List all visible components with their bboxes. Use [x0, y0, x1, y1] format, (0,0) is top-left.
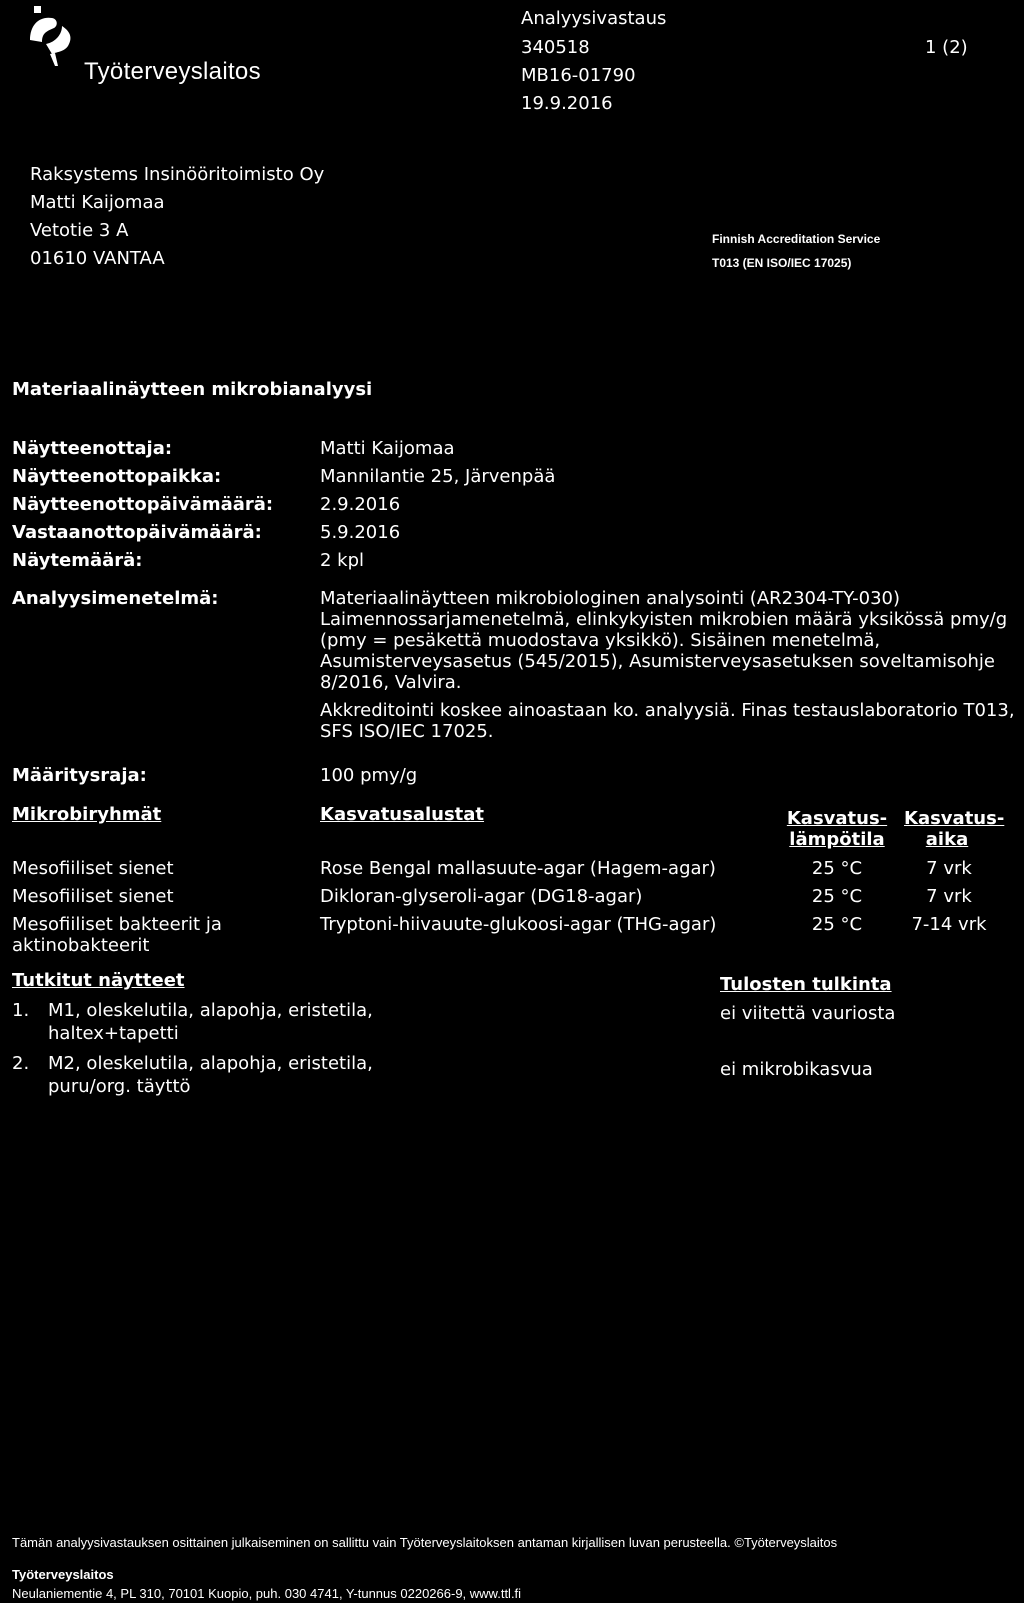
info-label: Näytteenottopäivämäärä:	[12, 494, 274, 515]
page-number: 1 (2)	[925, 37, 968, 58]
table-cell-time: 7-14 vrk	[911, 914, 987, 935]
sample-desc: M1, oleskelutila, alapohja, eristetila,	[48, 1000, 373, 1021]
logo-name: Työterveyslaitos	[84, 58, 261, 85]
method-description	[320, 588, 1020, 749]
sample-desc: M2, oleskelutila, alapohja, eristetila,	[48, 1053, 373, 1074]
recipient-company: Raksystems Insinööritoimisto Oy	[30, 164, 325, 185]
table-cell-temp: 25 °C	[811, 858, 863, 879]
recipient-street: Vetotie 3 A	[30, 220, 129, 241]
info-label: Näytemäärä:	[12, 550, 143, 571]
accreditation-note: Akkreditointi koskee ainoastaan ko. analyysiä. Finas testauslaboratorio T013, SFS ISO/IEC 17025.	[320, 700, 1015, 742]
results-header: Tulosten tulkinta	[720, 974, 892, 995]
col-header-temp: Kasvatus-lämpötila	[786, 808, 888, 850]
col-header-medium: Kasvatusalustat	[320, 804, 485, 825]
accreditation-service: Finnish Accreditation Service	[712, 232, 881, 246]
table-cell-medium: Rose Bengal mallasuute-agar (Hagem-agar)	[320, 858, 716, 879]
sample-desc-cont: puru/org. täyttö	[48, 1076, 191, 1097]
info-value: 2.9.2016	[320, 494, 401, 515]
table-cell-medium: Tryptoni-hiivauute-glukoosi-agar (THG-agar)	[320, 914, 717, 935]
sample-result: ei viitettä vauriosta	[720, 1003, 896, 1024]
document-title: Materiaalinäytteen mikrobianalyysi	[12, 379, 373, 400]
accreditation-code: T013 (EN ISO/IEC 17025)	[712, 256, 852, 270]
info-label: Näytteenottaja:	[12, 438, 173, 459]
method-text: Materiaalinäytteen mikrobiologinen analysointi (AR2304-TY-030) Laimennossarjamenetelmä, elinkykyisten mikrobien määrä yksikössä pmy/g (pmy = pesäkettä muodostava yksikkö). Sisäinen menetelmä, Asumisterveysasetus (545/2015), Asumisterveysasetuksen soveltamisohje 8/2016, Valvira.	[320, 588, 1008, 693]
table-cell-medium: Dikloran-glyseroli-agar (DG18-agar)	[320, 886, 643, 907]
col-header-group: Mikrobiryhmät	[12, 804, 162, 825]
col-header-time: Kasvatus-aika	[904, 808, 1005, 850]
report-date: 19.9.2016	[521, 93, 613, 114]
footer-address: Neulaniementie 4, PL 310, 70101 Kuopio, puh. 030 4741, Y-tunnus 0220266-9, www.ttl.fi	[12, 1586, 522, 1601]
sample-number: 2.	[12, 1053, 30, 1074]
info-value: Matti Kaijomaa	[320, 438, 455, 459]
recipient-city: 01610 VANTAA	[30, 248, 165, 269]
footer-org: Työterveyslaitos	[12, 1567, 114, 1582]
table-cell-time: 7 vrk	[926, 886, 972, 907]
info-value: 5.9.2016	[320, 522, 401, 543]
sample-number: 1.	[12, 1000, 30, 1021]
info-value: 2 kpl	[320, 550, 365, 571]
info-value: Mannilantie 25, Järvenpää	[320, 466, 556, 487]
footer-notice: Tämän analyysivastauksen osittainen julkaiseminen on sallittu vain Työterveyslaitoksen antaman kirjallisen luvan perusteella. ©Työterveyslaitos	[12, 1535, 838, 1550]
info-label: Näytteenottopaikka:	[12, 466, 222, 487]
limit-label: Määritysraja:	[12, 765, 147, 786]
table-cell-temp: 25 °C	[811, 914, 863, 935]
limit-value: 100 pmy/g	[320, 765, 418, 786]
table-cell-group: Mesofiiliset sienet	[12, 886, 174, 907]
table-cell-temp: 25 °C	[811, 886, 863, 907]
report-number: 340518	[521, 37, 590, 58]
ttl-logo-icon	[28, 6, 80, 66]
samples-header: Tutkitut näytteet	[12, 970, 185, 991]
info-label: Vastaanottopäivämäärä:	[12, 522, 262, 543]
table-cell-group: Mesofiiliset bakteerit ja aktinobakteerit	[12, 914, 222, 956]
sample-result: ei mikrobikasvua	[720, 1059, 873, 1080]
method-label: Analyysimenetelmä:	[12, 588, 219, 609]
table-cell-time: 7 vrk	[926, 858, 972, 879]
table-cell-group: Mesofiiliset sienet	[12, 858, 174, 879]
doc-type: Analyysivastaus	[521, 8, 667, 29]
sample-code: MB16-01790	[521, 65, 636, 86]
recipient-person: Matti Kaijomaa	[30, 192, 165, 213]
sample-desc-cont: haltex+tapetti	[48, 1023, 179, 1044]
